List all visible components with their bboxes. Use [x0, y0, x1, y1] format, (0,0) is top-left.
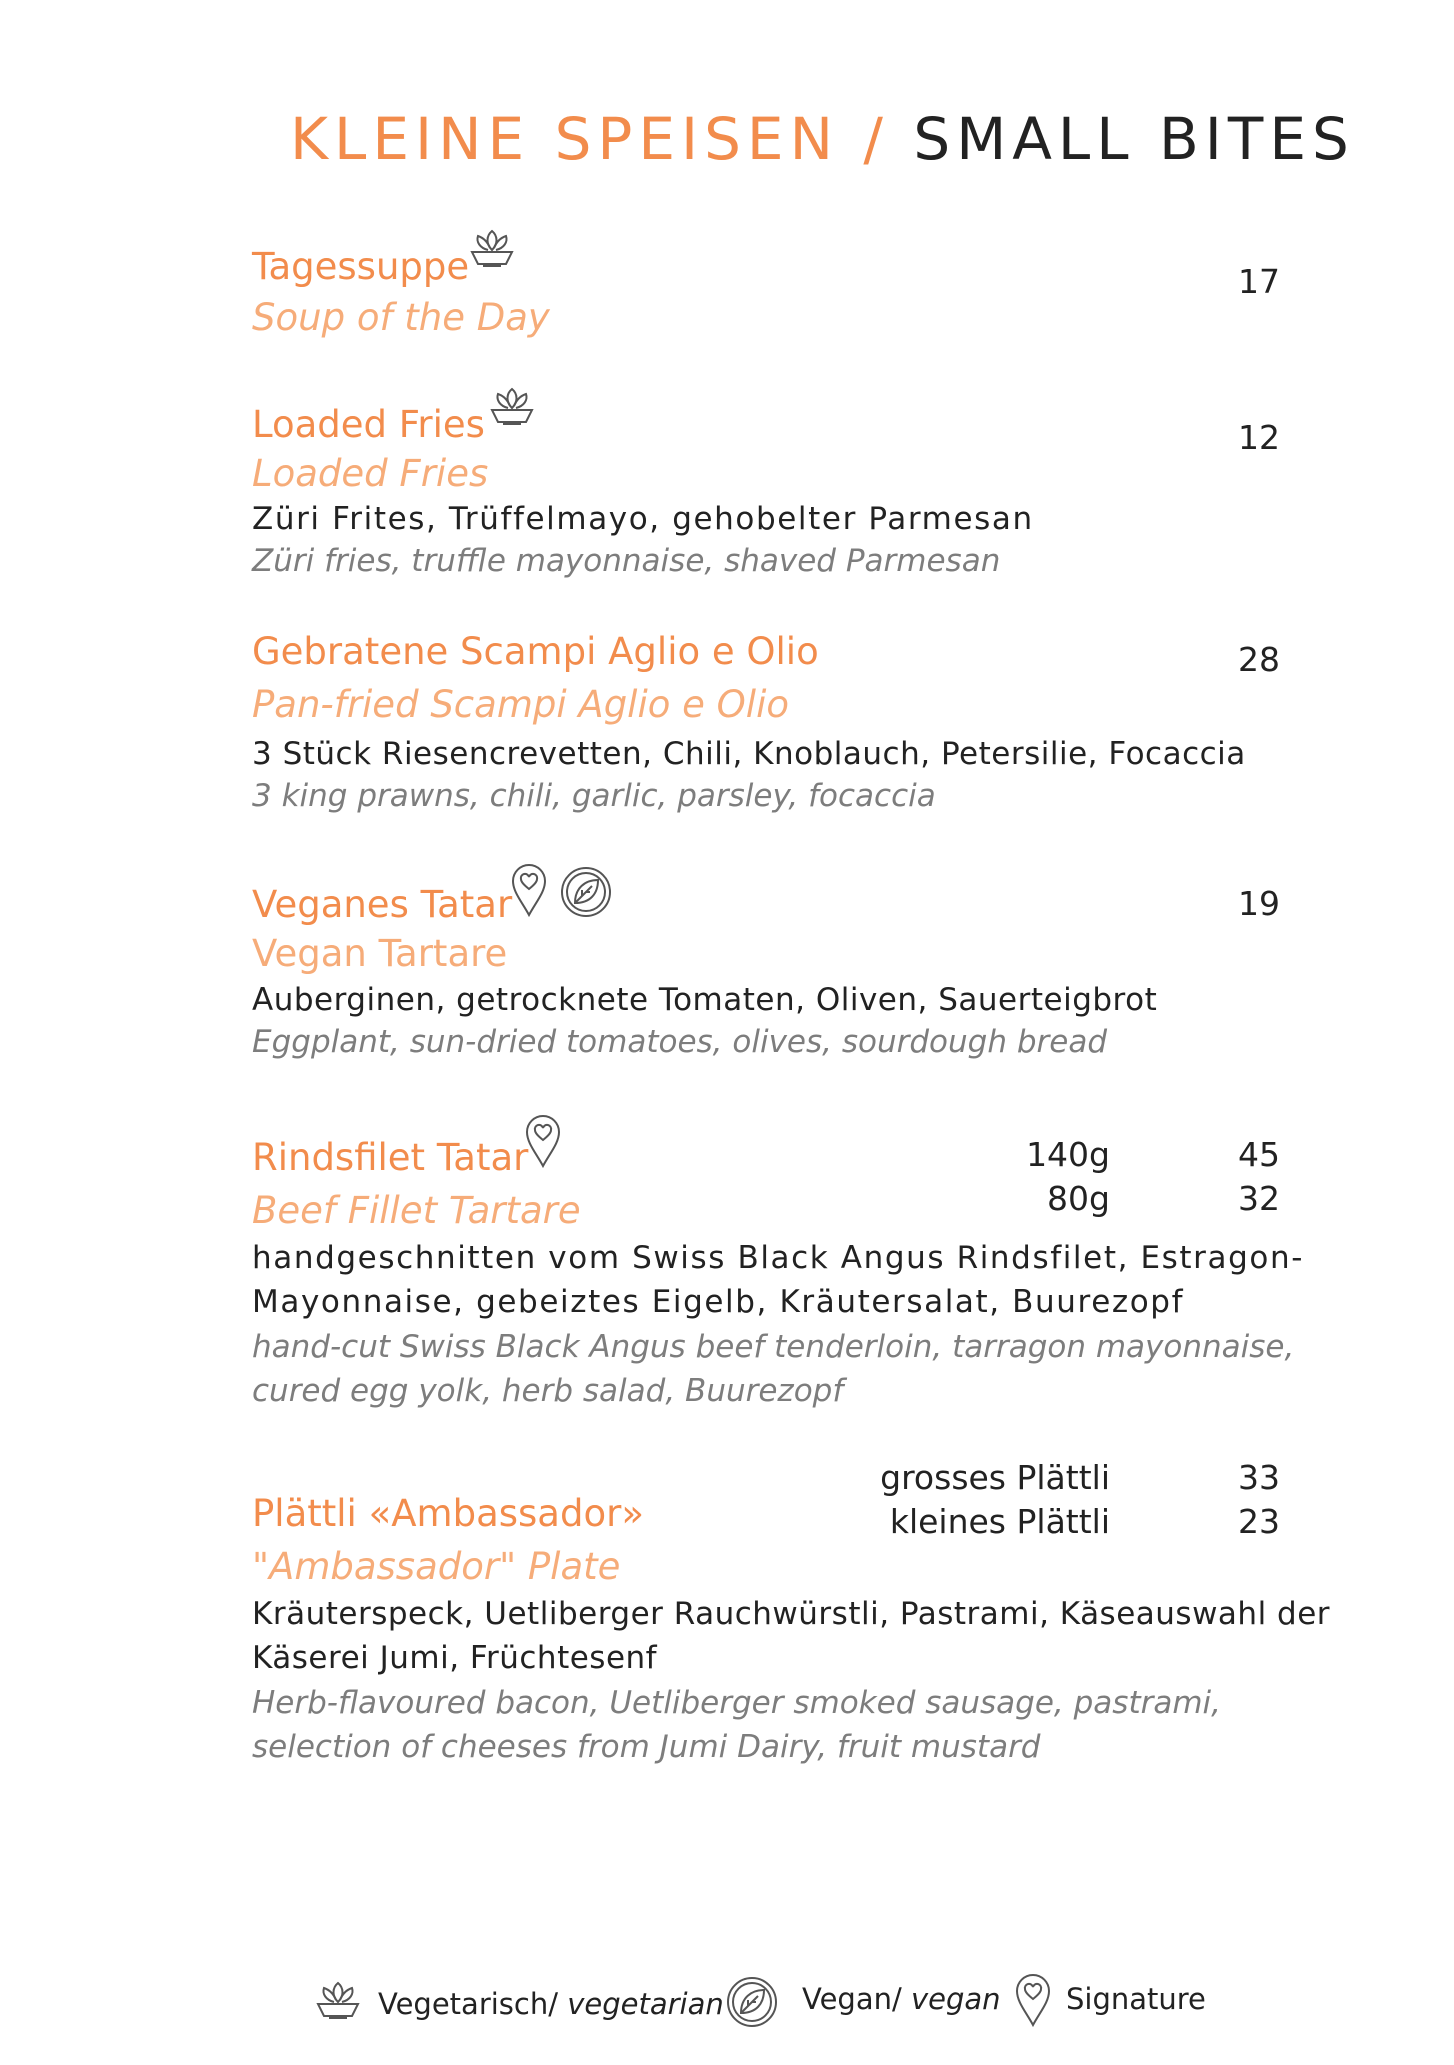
vegetarian-icon	[466, 228, 518, 270]
item-description-en: 3 king prawns, chili, garlic, parsley, focaccia	[252, 778, 936, 814]
item-description-en: selection of cheeses from Jumi Dairy, fruit mustard	[252, 1729, 1041, 1765]
legend-vegan	[802, 1982, 1001, 2016]
size-price: 32	[1238, 1179, 1280, 1218]
legend-vegan-en: vegan	[910, 1982, 1001, 2016]
legend-vegetarian	[378, 1987, 724, 2021]
item-description-de: 3 Stück Riesencrevetten, Chili, Knoblauch, Petersilie, Focaccia	[252, 736, 1246, 772]
legend-vegetarian-en: vegetarian	[567, 1987, 724, 2021]
item-name-de: Gebratene Scampi Aglio e Olio	[252, 630, 819, 673]
item-name-en: Vegan Tartare	[252, 932, 508, 975]
size-label: kleines Plättli	[889, 1502, 1110, 1541]
item-price: 19	[1238, 884, 1280, 923]
size-label: 80g	[1047, 1179, 1110, 1218]
item-name-de: Loaded Fries	[252, 403, 485, 446]
item-description-en: cured egg yolk, herb salad, Buurezopf	[252, 1373, 844, 1409]
vegan-icon	[560, 866, 612, 918]
item-description-en: hand-cut Swiss Black Angus beef tenderloin, tarragon mayonnaise,	[252, 1329, 1295, 1365]
size-price: 45	[1238, 1135, 1280, 1174]
item-name-de: Veganes Tatar	[252, 883, 513, 926]
item-description-de: Käserei Jumi, Früchtesenf	[252, 1640, 658, 1676]
signature-icon	[510, 862, 548, 918]
item-name-en: Pan-fried Scampi Aglio e Olio	[252, 683, 789, 726]
title-english: SMALL BITES	[913, 105, 1355, 173]
item-price: 17	[1238, 262, 1280, 301]
item-name-en: Beef Fillet Tartare	[252, 1189, 581, 1232]
vegan-icon	[726, 1976, 778, 2028]
size-price: 33	[1238, 1458, 1280, 1497]
item-name-en: "Ambassador" Plate	[252, 1545, 621, 1588]
item-name-de: Tagessuppe	[252, 245, 470, 288]
legend-signature: Signature	[1066, 1982, 1206, 2016]
item-description-de: Kräuterspeck, Uetliberger Rauchwürstli, Pastrami, Käseauswahl der	[252, 1596, 1331, 1632]
item-price: 12	[1238, 418, 1280, 457]
size-label: 140g	[1026, 1135, 1110, 1174]
item-price: 28	[1238, 640, 1280, 679]
item-description-en: Züri fries, truffle mayonnaise, shaved Parmesan	[252, 543, 1001, 579]
page-title	[290, 105, 1355, 173]
item-description-de: handgeschnitten vom Swiss Black Angus Rindsfilet, Estragon-	[252, 1240, 1304, 1276]
size-label: grosses Plättli	[880, 1458, 1110, 1497]
item-name-de: Rindsfilet Tatar	[252, 1136, 529, 1179]
item-name-de: Plättli «Ambassador»	[252, 1492, 644, 1535]
size-price: 23	[1238, 1502, 1280, 1541]
item-description-de: Züri Frites, Trüffelmayo, gehobelter Parmesan	[252, 501, 1034, 537]
vegetarian-icon	[312, 1980, 364, 2022]
item-description-de: Mayonnaise, gebeiztes Eigelb, Kräutersalat, Buurezopf	[252, 1284, 1185, 1320]
item-name-en: Loaded Fries	[252, 452, 489, 495]
vegetarian-icon	[486, 386, 538, 428]
title-german: KLEINE SPEISEN /	[290, 105, 889, 173]
item-description-de: Auberginen, getrocknete Tomaten, Oliven, Sauerteigbrot	[252, 982, 1158, 1018]
legend-vegetarian-de: Vegetarisch/	[378, 1987, 559, 2021]
signature-icon	[524, 1113, 562, 1169]
signature-icon	[1014, 1972, 1052, 2028]
item-description-en: Herb-flavoured bacon, Uetliberger smoked sausage, pastrami,	[252, 1685, 1222, 1721]
legend-vegan-de: Vegan/	[802, 1982, 902, 2016]
item-name-en: Soup of the Day	[252, 296, 550, 339]
item-description-en: Eggplant, sun-dried tomatoes, olives, sourdough bread	[252, 1024, 1107, 1060]
